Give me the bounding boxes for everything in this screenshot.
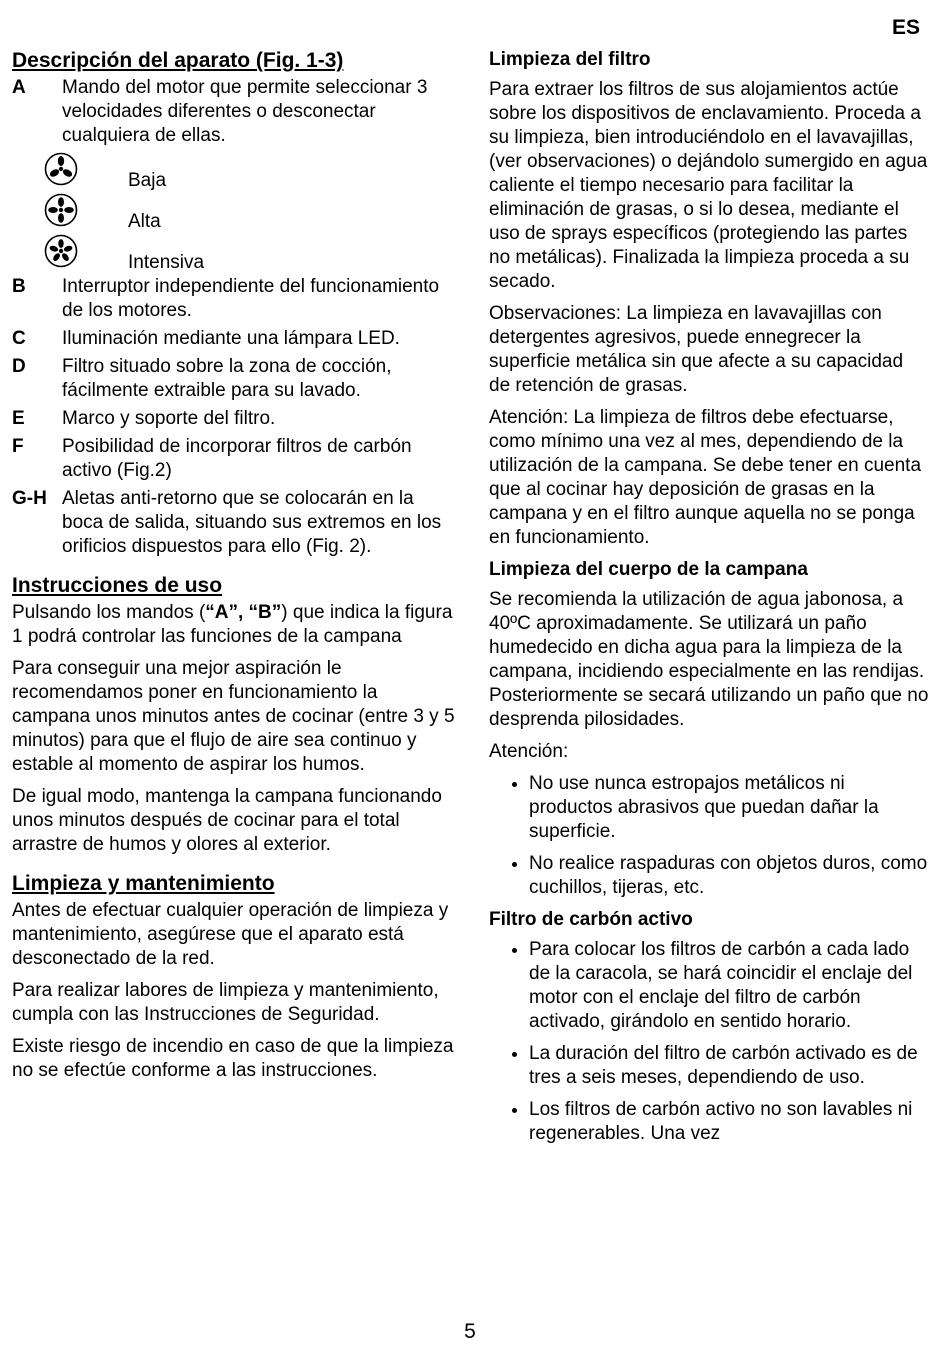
right-column bbox=[489, 48, 929, 1154]
list-item: • La duración del filtro de carbón activado es de tres a seis meses, dependiendo de uso. bbox=[529, 1042, 929, 1090]
item-text: Marco y soporte del filtro. bbox=[62, 408, 276, 429]
item-text: Posibilidad de incorporar filtros de carbón activo (Fig.2) bbox=[62, 436, 412, 481]
item-key: E bbox=[12, 408, 25, 429]
list-item bbox=[12, 435, 457, 483]
speed-label: Alta bbox=[128, 211, 161, 232]
list-item: • No use nunca estropajos metálicos ni productos abrasivos que puedan dañar la superficie. bbox=[529, 772, 929, 844]
paragraph: De igual modo, mantenga la campana funcionando unos minutos después de cocinar para el total arrastre de humos y olores al exterior. bbox=[12, 786, 442, 855]
paragraph: Antes de efectuar cualquier operación de limpieza y mantenimiento, asegúrese que el aparato está desconectado de la red. bbox=[12, 900, 449, 969]
paragraph: Atención: La limpieza de filtros debe efectuarse, como mínimo una vez al mes, dependiendo de la utilización de la campana. Se debe tener en cuenta que al cocinar hay deposición de grasas en la campana y en el filtro aunque aquella no se ponga en funcionamiento. bbox=[489, 407, 922, 548]
paragraph: Observaciones: La limpieza en lavavajillas con detergentes agresivos, puede ennegrecer la superficie metálica sin que afecte a su capacidad de retención de grasas. bbox=[489, 303, 904, 396]
item-text: Mando del motor que permite seleccionar 3 velocidades diferentes o desconectar cualquiera de ellas. bbox=[62, 77, 428, 146]
text-run: Pulsando los mandos ( bbox=[12, 602, 206, 623]
speed-row-intensive bbox=[44, 234, 457, 275]
subsection-title-body: Limpieza del cuerpo de la campana bbox=[489, 559, 808, 580]
speed-row-low bbox=[44, 152, 457, 193]
item-key: A bbox=[12, 77, 26, 98]
speed-label: Intensiva bbox=[128, 252, 205, 273]
item-text: Iluminación mediante una lámpara LED. bbox=[62, 328, 400, 349]
speed-row-high bbox=[44, 193, 457, 234]
paragraph: Para conseguir una mejor aspiración le recomendamos poner en funcionamiento la campana unos minutos antes de cocinar (entre 3 y 5 minutos) para que el flujo de aire sea continuo y estable al momento de aspirar los humos. bbox=[12, 658, 455, 775]
language-code: ES bbox=[891, 16, 920, 39]
subsection-title-carbon: Filtro de carbón activo bbox=[489, 909, 693, 930]
list-item bbox=[12, 327, 457, 351]
item-key: G-H bbox=[12, 488, 47, 509]
item-key: D bbox=[12, 356, 26, 377]
paragraph: Para extraer los filtros de sus alojamientos actúe sobre los dispositivos de enclavamiento. Proceda a su limpieza, bien introduciéndolo en el lavavajillas, (ver observaciones) o dejándolo sumergido en agua caliente el tiempo necesario para facilitar la eliminación de grasas, o si lo desea, mediante el uso de sprays específicos (protegiendo las partes no metálicas). Finalizada la limpieza proceda a su secado. bbox=[489, 79, 928, 292]
item-text: Filtro situado sobre la zona de cocción, fácilmente extraible para su lavado. bbox=[62, 356, 392, 401]
list-item bbox=[12, 487, 457, 559]
subsection-title-filter: Limpieza del filtro bbox=[489, 49, 651, 70]
section-title-cleaning: Limpieza y mantenimiento bbox=[12, 872, 275, 895]
item-key: B bbox=[12, 276, 26, 297]
list-item bbox=[12, 355, 457, 403]
item-key: C bbox=[12, 328, 26, 349]
paragraph: Se recomienda la utilización de agua jabonosa, a 40ºC aproximadamente. Se utilizará un paño humedecido en dicha agua para la limpieza de la campana, incidiendo especialmente en las rendijas. Posteriormente se secará utilizando un paño que no desprenda pilosidades. bbox=[489, 589, 929, 730]
paragraph bbox=[12, 601, 457, 649]
bold-run: “A”, “B” bbox=[205, 602, 282, 623]
bullet-list bbox=[489, 938, 929, 1146]
left-column bbox=[12, 48, 457, 1091]
item-text: Interruptor independiente del funcionamiento de los motores. bbox=[62, 276, 440, 321]
fan-low-icon bbox=[44, 152, 78, 186]
speed-label: Baja bbox=[128, 170, 167, 191]
section-title-description: Descripción del aparato (Fig. 1-3) bbox=[12, 49, 344, 72]
list-item: • No realice raspaduras con objetos duros, como cuchillos, tijeras, etc. bbox=[529, 852, 929, 900]
list-item: • Los filtros de carbón activo no son lavables ni regenerables. Una vez bbox=[529, 1098, 929, 1146]
section-title-usage: Instrucciones de uso bbox=[12, 574, 223, 597]
fan-high-icon bbox=[44, 193, 78, 227]
list-item: • Para colocar los filtros de carbón a cada lado de la caracola, se hará coincidir el enclaje del motor con el enclaje del filtro de carbón activado, girándolo en sentido horario. bbox=[529, 938, 929, 1034]
item-text: Aletas anti-retorno que se colocarán en la boca de salida, situando sus extremos en los orificios dispuestos para ello (Fig. 2). bbox=[62, 488, 442, 557]
list-item bbox=[12, 407, 457, 431]
page-number: 5 bbox=[464, 1320, 476, 1343]
item-key: F bbox=[12, 436, 24, 457]
paragraph: Atención: bbox=[489, 741, 569, 762]
fan-intensive-icon bbox=[44, 234, 78, 268]
list-item bbox=[12, 76, 457, 148]
list-item bbox=[12, 275, 457, 323]
paragraph: Existe riesgo de incendio en caso de que la limpieza no se efectúe conforme a las instrucciones. bbox=[12, 1036, 454, 1081]
text-run: ) que indica la figura 1 podrá controlar las funciones de la campana bbox=[12, 602, 453, 647]
bullet-list bbox=[489, 772, 929, 900]
paragraph: Para realizar labores de limpieza y mantenimiento, cumpla con las Instrucciones de Seguridad. bbox=[12, 980, 439, 1025]
